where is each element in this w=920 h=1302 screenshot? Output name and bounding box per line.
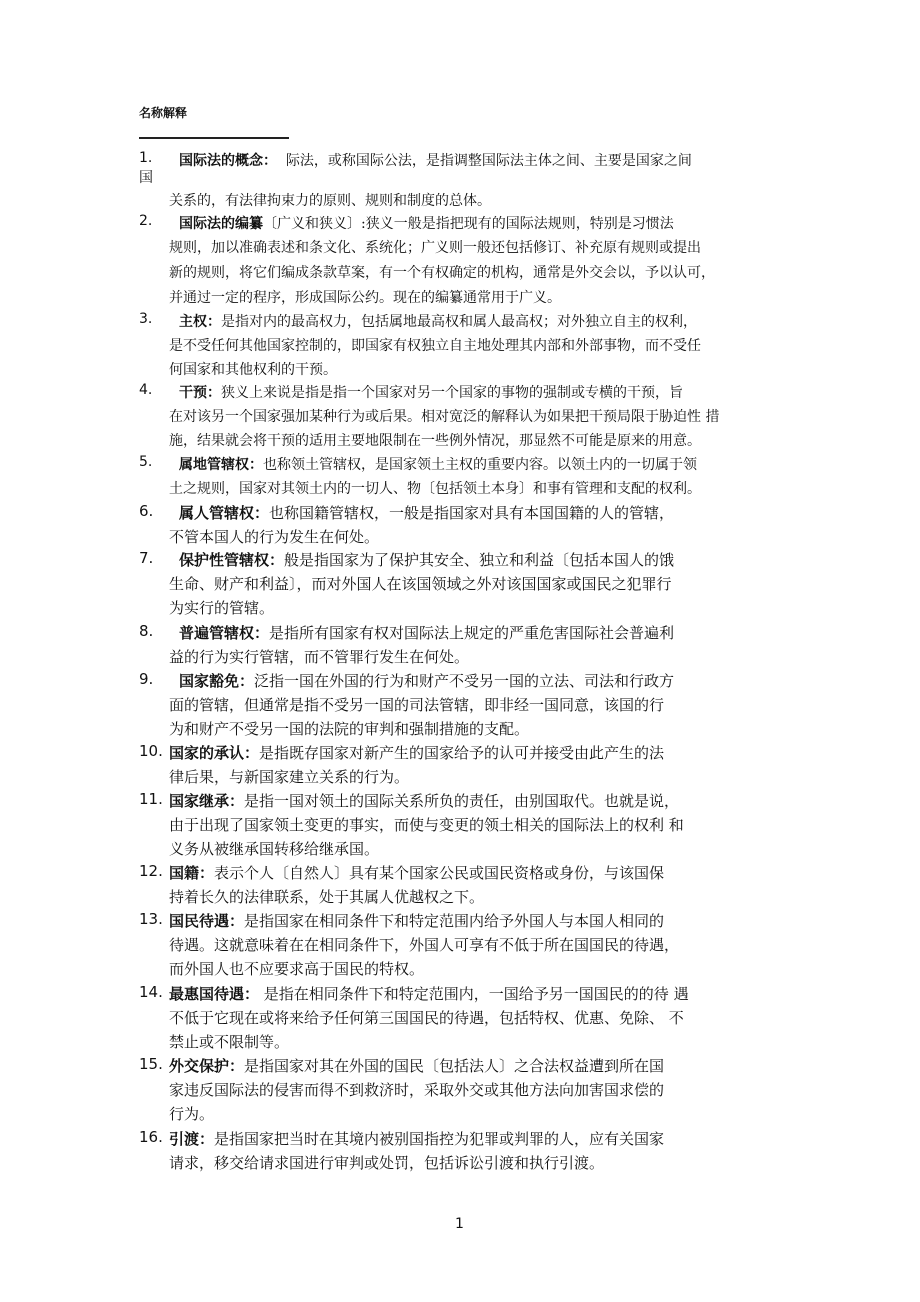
entry-number: 14. (139, 983, 163, 1001)
entry-term: 国家豁免： (179, 672, 255, 690)
entry-line: 面的管辖，但通常是指不受另一国的司法管辖，即非经一国同意，该国的行 (169, 696, 665, 714)
entry-line: 国家豁免：泛指一国在外国的行为和财产不受另一国的立法、司法和行政方 (179, 672, 675, 690)
entry-number: 5. (139, 454, 153, 470)
entry-term: 国际法的概念： (179, 153, 277, 169)
heading-rule (139, 137, 289, 139)
entry-line: 属人管辖权：也称国籍管辖权，一般是指国家对具有本国国籍的人的管辖， (179, 504, 675, 522)
entry-line: 而外国人也不应要求高于国民的特权。 (169, 960, 425, 978)
entry-number: 2. (139, 213, 153, 229)
entry-line: 在对该另一个国家强加某种行为或后果。相对宽泛的解释认为如果把干预局限于胁迫性 措 (169, 409, 720, 425)
entry-line: 家违反国际法的侵害而得不到救济时，采取外交或其他方法向加害国求偿的 (169, 1081, 665, 1099)
entry-number: 1. (139, 150, 153, 166)
entry-line: 何国家和其他权利的干预。 (169, 362, 337, 378)
entry-line: 外交保护：是指国家对其在外国的国民〔包括法人〕之合法权益遭到所在国 (169, 1057, 665, 1075)
entry-term: 主权： (179, 314, 221, 330)
entry-term: 国家的承认： (169, 744, 260, 762)
entry-term: 外交保护： (169, 1057, 245, 1075)
entry-line: 干预：狭义上来说是指是指一个国家对另一个国家的事物的强制或专横的干预，旨 (179, 385, 683, 401)
entry-term: 属人管辖权： (179, 504, 270, 522)
entry-term: 普遍管辖权： (179, 624, 270, 642)
entry-number: 10. (139, 742, 163, 760)
entry-term: 国籍： (169, 864, 215, 882)
entry-line: 新的规则，将它们编成条款草案，有一个有权确定的机构，通常是外交会以，予以认可， (169, 265, 715, 281)
entry-term: 属地管辖权： (179, 457, 263, 473)
entry-line: 主权：是指对内的最高权力，包括属地最高权和属人最高权；对外独立自主的权利， (179, 314, 697, 330)
entry-line: 施，结果就会将干预的适用主要地限制在一些例外情况，那显然不可能是原来的用意。 (169, 433, 701, 449)
entry-line: 普遍管辖权：是指所有国家有权对国际法上规定的严重危害国际社会普遍利 (179, 624, 675, 642)
entry-line: 由于出现了国家领土变更的事实，而使与变更的领土相关的国际法上的权利 和 (169, 816, 684, 834)
entry-line: 规则，加以准确表述和条文化、系统化；广义则一般还包括修订、补充原有规则或提出 (169, 240, 701, 256)
entry-number: 9. (139, 670, 154, 688)
entry-line: 不管本国人的行为发生在何处。 (169, 528, 380, 546)
entry-line: 是不受任何其他国家控制的，即国家有权独立自主地处理其内部和外部事物，而不受任 (169, 338, 701, 354)
entry-number: 16. (139, 1128, 163, 1146)
entry-number: 15. (139, 1055, 163, 1073)
page-title: 名称解释 (139, 106, 188, 120)
entry-line: 为实行的管辖。 (169, 599, 275, 617)
entry-line: 行为。 (169, 1105, 215, 1123)
entry-number: 4. (139, 382, 153, 398)
entry-number: 13. (139, 910, 163, 928)
entry-number: 7. (139, 549, 154, 567)
entry-number: 6. (139, 502, 154, 520)
entry-line: 国 (139, 170, 153, 186)
entry-line: 义务从被继承国转移给继承国。 (169, 840, 380, 858)
entry-term: 国际法的编纂 (179, 216, 263, 232)
entry-line: 律后果，与新国家建立关系的行为。 (169, 768, 410, 786)
entry-line: 不低于它现在或将来给予任何第三国国民的待遇，包括特权、优惠、免除、 不 (169, 1009, 684, 1027)
entry-line: 土之规则，国家对其领土内的一切人、物〔包括领土本身〕和事有管理和支配的权利。 (169, 481, 701, 497)
entry-line: 待遇。这就意味着在在相同条件下，外国人可享有不低于所在国国民的待遇， (169, 936, 680, 954)
entry-line: 国际法的概念： 际法，或称国际公法，是指调整国际法主体之间、主要是国家之间 (179, 153, 692, 169)
entry-line: 国际法的编纂〔广义和狭义〕:狭义一般是指把现有的国际法规则，特别是习惯法 (179, 216, 674, 232)
entry-line: 引渡：是指国家把当时在其境内被别国指控为犯罪或判罪的人，应有关国家 (169, 1130, 665, 1148)
entry-term: 最惠国待遇： (169, 985, 260, 1003)
entry-line: 国民待遇：是指国家在相同条件下和特定范围内给予外国人与本国人相同的 (169, 912, 665, 930)
page-number: 1 (455, 1216, 464, 1232)
entry-line: 最惠国待遇： 是指在相同条件下和特定范围内，一国给予另一国国民的的待 遇 (169, 985, 689, 1003)
entry-number: 12. (139, 862, 163, 880)
entry-number: 11. (139, 790, 163, 808)
entry-line: 国家的承认：是指既存国家对新产生的国家给予的认可并接受由此产生的法 (169, 744, 665, 762)
entry-line: 请求，移交给请求国进行审判或处罚，包括诉讼引渡和执行引渡。 (169, 1154, 605, 1172)
entry-line: 国籍：表示个人〔自然人〕具有某个国家公民或国民资格或身份，与该国保 (169, 864, 665, 882)
entry-line: 国家继承：是指一国对领土的国际关系所负的责任，由别国取代。也就是说， (169, 792, 680, 810)
entry-line: 并通过一定的程序，形成国际公约。现在的编纂通常用于广义。 (169, 290, 561, 306)
entry-number: 8. (139, 622, 154, 640)
entry-term: 国家继承： (169, 792, 245, 810)
entry-term: 保护性管辖权： (179, 551, 285, 569)
entry-term: 干预： (179, 385, 221, 401)
entry-line: 属地管辖权：也称领土管辖权，是国家领土主权的重要内容。以领土内的一切属于领 (179, 457, 697, 473)
entry-line: 生命、财产和利益〕，而对外国人在该国领域之外对该国国家或国民之犯罪行 (169, 575, 672, 593)
entry-line: 持着长久的法律联系，处于其属人优越权之下。 (169, 888, 485, 906)
entry-line: 禁止或不限制等。 (169, 1033, 290, 1051)
entry-term: 引渡： (169, 1130, 215, 1148)
entry-line: 为和财产不受另一国的法院的审判和强制措施的支配。 (169, 720, 530, 738)
entry-term: 国民待遇： (169, 912, 245, 930)
entry-line: 益的行为实行管辖，而不管罪行发生在何处。 (169, 648, 470, 666)
entry-number: 3. (139, 311, 153, 327)
entry-line: 保护性管辖权：般是指国家为了保护其安全、独立和利益〔包括本国人的饿 (179, 551, 675, 569)
entry-line: 关系的，有法律拘束力的原则、规则和制度的总体。 (169, 193, 491, 209)
